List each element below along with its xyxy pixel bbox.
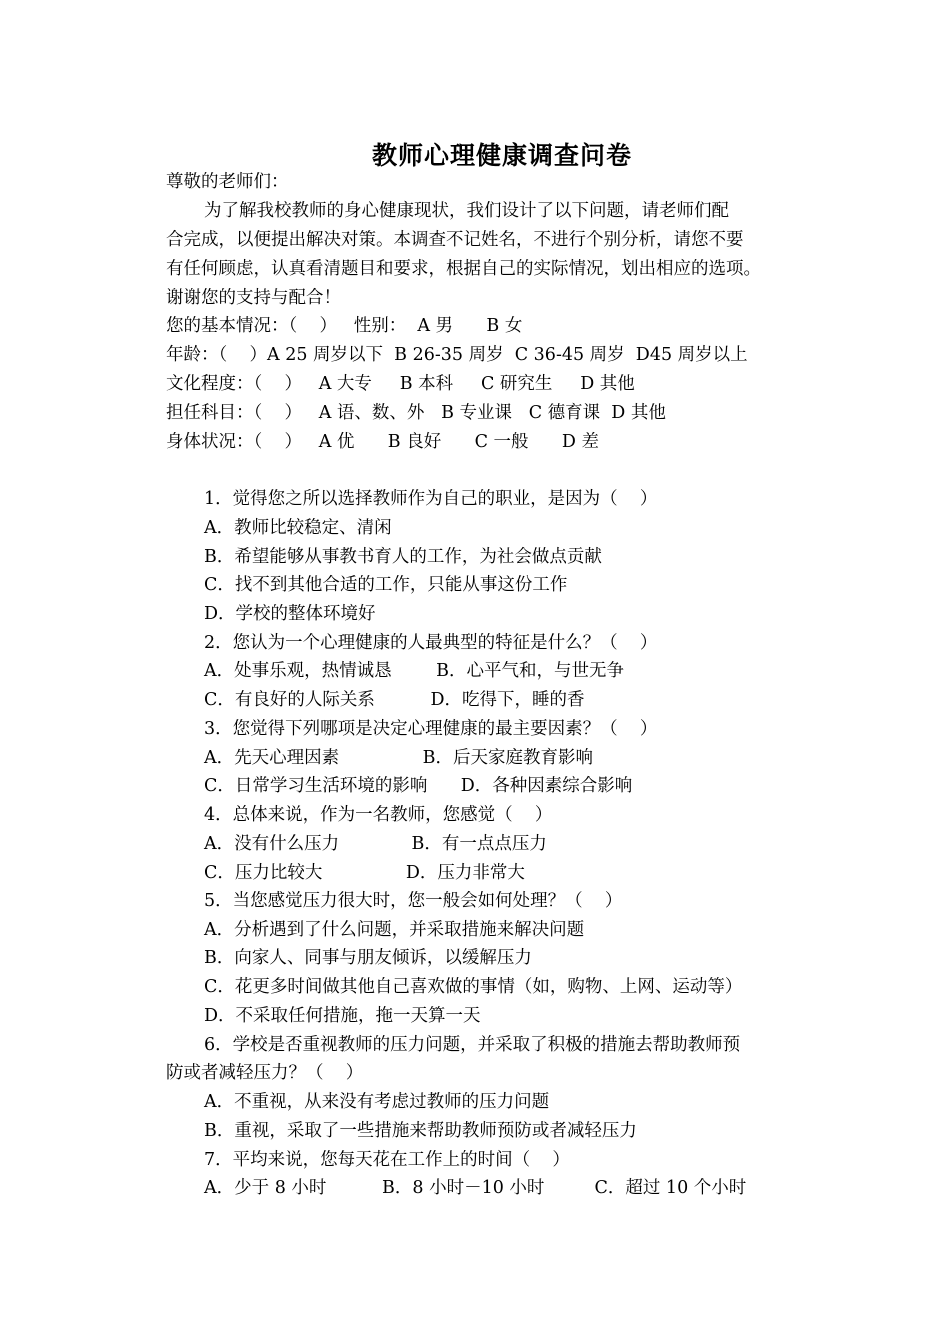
option: A．少于 8 小时 B．8 小时－10 小时 C．超过 10 个小时 xyxy=(204,1178,747,1198)
option: A．处事乐观，热情诚恳 B．心平气和，与世无争 xyxy=(204,661,624,681)
basic-info-line: 您的基本情况：（ ） 性别： A 男 B 女 xyxy=(166,316,523,336)
question-4: 4．总体来说，作为一名教师，您感觉（ ） xyxy=(204,805,553,825)
intro-line: 有任何顾虑，认真看清题目和要求，根据自己的实际情况，划出相应的选项。 xyxy=(166,259,761,279)
question-2: 2．您认为一个心理健康的人最典型的特征是什么？（ ） xyxy=(204,633,658,653)
option: A．没有什么压力 B．有一点点压力 xyxy=(204,834,547,854)
question-6-continued: 防或者减轻压力？（ ） xyxy=(166,1063,364,1083)
basic-info-line: 担任科目：（ ） A 语、数、外 B 专业课 C 德育课 D 其他 xyxy=(166,403,666,423)
option: B．向家人、同事与朋友倾诉，以缓解压力 xyxy=(204,948,532,968)
option: B．重视，采取了一些措施来帮助教师预防或者减轻压力 xyxy=(204,1121,637,1141)
page-title: 教师心理健康调查问卷 xyxy=(371,141,632,170)
intro-line: 合完成，以便提出解决对策。本调查不记姓名，不进行个别分析，请您不要 xyxy=(166,230,744,250)
option: C．日常学习生活环境的影响 D．各种因素综合影响 xyxy=(204,776,633,796)
intro-line: 谢谢您的支持与配合！ xyxy=(166,288,341,308)
intro-line: 为了解我校教师的身心健康现状，我们设计了以下问题，请老师们配 xyxy=(204,201,729,221)
question-7: 7．平均来说，您每天花在工作上的时间（ ） xyxy=(204,1150,570,1170)
option: B．希望能够从事教书育人的工作，为社会做点贡献 xyxy=(204,547,602,567)
option: A．不重视，从来没有考虑过教师的压力问题 xyxy=(204,1092,550,1112)
question-5: 5．当您感觉压力很大时，您一般会如何处理？（ ） xyxy=(204,891,623,911)
option: C．有良好的人际关系 D．吃得下，睡的香 xyxy=(204,690,585,710)
option: D．不采取任何措施，拖一天算一天 xyxy=(204,1006,481,1026)
option: A．教师比较稳定、清闲 xyxy=(204,518,392,538)
option: D．学校的整体环境好 xyxy=(204,604,376,624)
question-6: 6．学校是否重视教师的压力问题，并采取了积极的措施去帮助教师预 xyxy=(204,1035,741,1055)
option: A．分析遇到了什么问题，并采取措施来解决问题 xyxy=(204,920,585,940)
question-1: 1．觉得您之所以选择教师作为自己的职业，是因为（ ） xyxy=(204,489,658,509)
basic-info-line: 文化程度：（ ） A 大专 B 本科 C 研究生 D 其他 xyxy=(166,374,635,394)
option: A．先天心理因素 B．后天家庭教育影响 xyxy=(204,748,593,768)
option: C．找不到其他合适的工作，只能从事这份工作 xyxy=(204,575,568,595)
basic-info-line: 年龄：（ ）A 25 周岁以下 B 26-35 周岁 C 36-45 周岁 D45 周岁以上 xyxy=(166,345,748,365)
greeting: 尊敬的老师们： xyxy=(166,172,289,192)
option: C．花更多时间做其他自己喜欢做的事情（如，购物、上网、运动等） xyxy=(204,977,743,997)
option: C．压力比较大 D．压力非常大 xyxy=(204,863,525,883)
question-3: 3．您觉得下列哪项是决定心理健康的最主要因素？（ ） xyxy=(204,719,658,739)
basic-info-line: 身体状况：（ ） A 优 B 良好 C 一般 D 差 xyxy=(166,432,599,452)
